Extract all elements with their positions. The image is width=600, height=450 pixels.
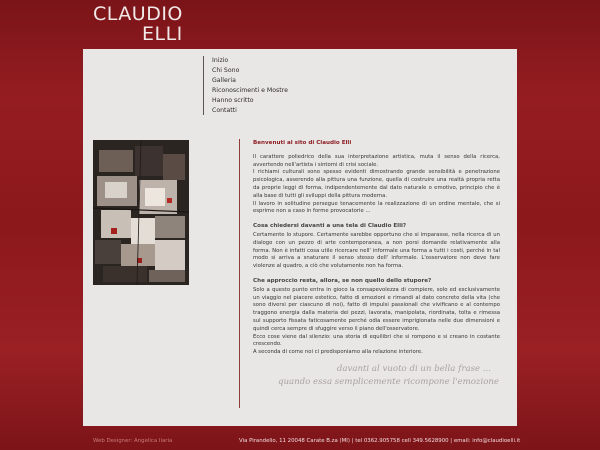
footer-address: Via Pirandello, 11 20048 Carate B.za (MI) | tel 0362.905758 cell 349.5628900 | email: info@claudioelli.it [239, 438, 521, 444]
section-heading-2: Che approccio resta, allora, se non quello dello stupore? [253, 277, 432, 284]
logo-line-2: ELLI [142, 23, 183, 45]
section-paragraph-2: Solo a questo punto entra in gioco la consapevolezza di compiere, solo ed esclusivamente un viaggio nel piacere estetico, fatto di emozioni e rimandi al dato concreto della vita (che sono diversi per ciascuno di noi), fatto di impulsi passionali che vivificano e al contempo traggono energia dalla materia dei pezzi, lavorata, manipolata, riordinata, tolta e rimessa sul supporto fissata faticosamente perché odia essere imprigionata nelle due dimensioni e quindi cerca sempre di sfuggire verso il piano dell'osservatore. [253, 286, 500, 332]
quote-block [249, 363, 499, 389]
welcome-title: Benvenuti al sito di Claudio Elli [253, 140, 352, 146]
nav-item-contatti[interactable]: Contatti [212, 106, 237, 114]
nav-item-riconoscimenti[interactable]: Riconoscimenti e Mostre [212, 86, 288, 94]
main-content [253, 140, 500, 357]
site-logo[interactable] [93, 4, 183, 44]
abstract-painting-image-art [93, 140, 189, 285]
content-divider [239, 139, 240, 408]
painting-image [93, 140, 189, 285]
quote-line-2: quando essa semplicemente ricompone l'emozione [277, 377, 499, 387]
intro-paragraph-3: Il lavoro in solitudine persegue tenacemente la realizzazione di un ordine mentale, che si esprime non a caso in forme provocatorie ... [253, 200, 500, 215]
main-navigation [203, 56, 302, 115]
intro-paragraph-1: Il carattere poliedrico della sua interpretazione artistica, muta il senso della ricerca, avvertendo nell'artista i sintomi di crisi sociale. [253, 153, 500, 168]
intro-paragraph-2: I richiami culturali sono spesso evidenti dimostrando grande sensibilità e penetrazione psicologica, asserendo alla pittura una funzione, quella di costruire una realtà propria retta da proprie leggi di forma, indipendentemente dal dato naturale o emotivo, principio che è alla base di tutti gli sviluppi della pittura moderna. [253, 169, 500, 199]
logo-line-1: CLAUDIO [93, 3, 183, 25]
section-paragraph-4: A seconda di come noi ci predisponiamo alla relazione interiore. [253, 349, 423, 356]
quote-line-1: davanti al vuoto di un bella frase ... [336, 364, 491, 374]
footer [0, 436, 600, 450]
section-paragraph-1: Certamente lo stupore. Certamente sarebbe opportuno che si imparasse, nella ricerca di un dialogo con un pezzo di arte contemporanea, a non porsi domande relativamente alla forma. Non è infatti cosa utile ricercare nell' informale una forma a tutti i costi, perché in tal modo si arriva a snaturare il senso stesso dell' informale. L'osservatore non deve fare violenze al quadro, a ciò che volutamente non ha forma. [253, 231, 500, 270]
section-heading-1: Cosa chiedersi davanti a una tela di Claudio Elli? [253, 223, 407, 230]
footer-credit[interactable]: Web Designer: Angelica Ilaria [93, 438, 173, 444]
nav-item-hanno-scritto[interactable]: Hanno scritto [212, 96, 254, 104]
nav-item-chi-sono[interactable]: Chi Sono [212, 66, 240, 74]
nav-item-galleria[interactable]: Galleria [212, 76, 236, 84]
nav-item-inizio[interactable]: Inizio [212, 57, 229, 64]
section-paragraph-3: Ecco cose viene dal silenzio: una storia di equilibri che si rompono e si creano in costante crescendo. [253, 333, 500, 348]
